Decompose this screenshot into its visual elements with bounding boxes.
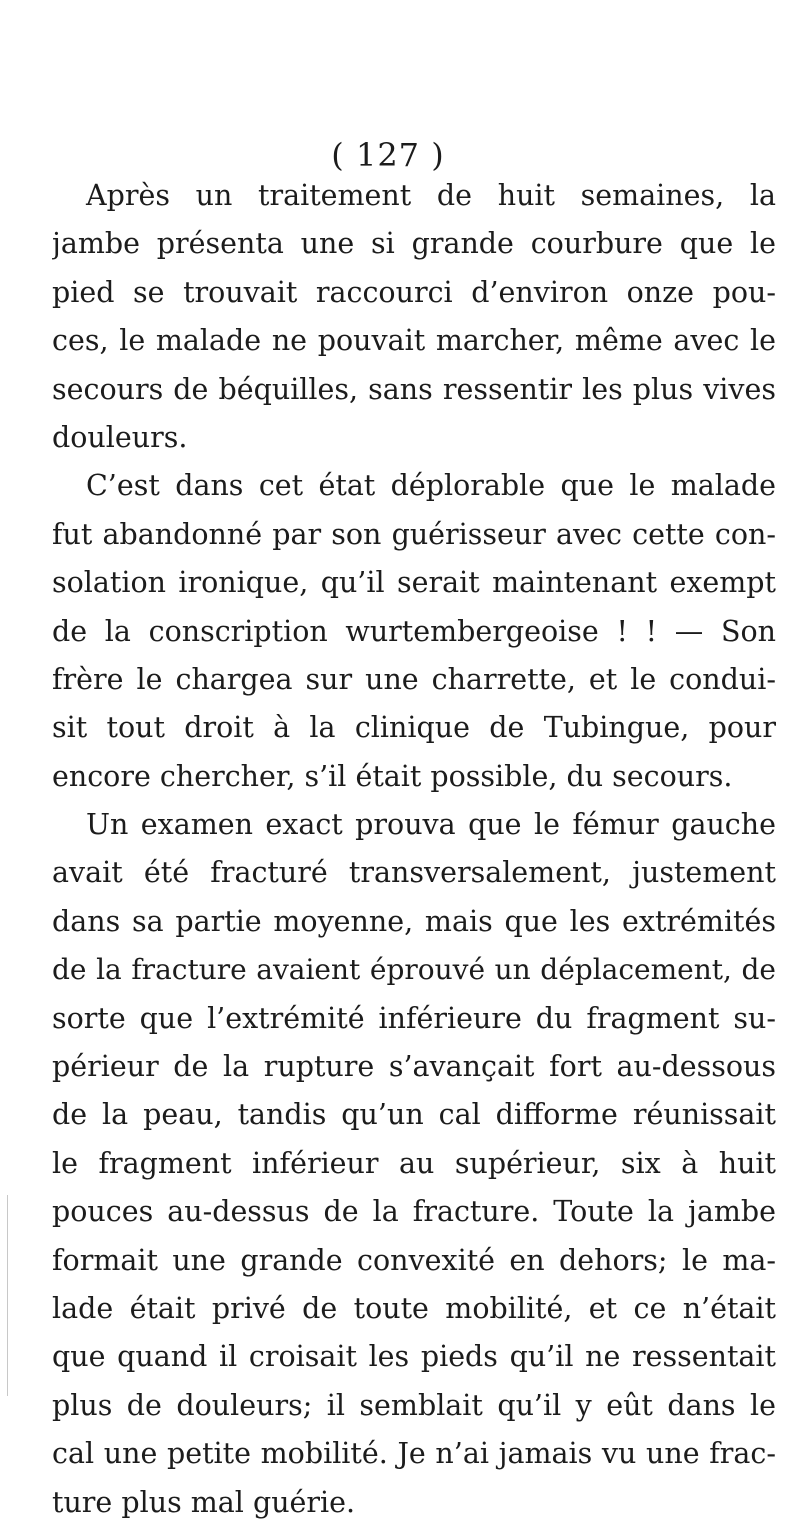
text-line: de la fracture avaient éprouvé un déplacement, de — [52, 953, 776, 987]
text-line: fut abandonné par son guérisseur avec cette con- — [52, 517, 776, 551]
paragraph — [52, 801, 776, 1527]
text-line: douleurs. — [52, 420, 188, 454]
text-line: lade était privé de toute mobilité, et ce n’était — [52, 1291, 776, 1325]
text-line: de la peau, tandis qu’un cal difforme réunissait — [52, 1098, 776, 1132]
text-line: sorte que l’extrémité inférieure du fragment su- — [52, 1001, 776, 1035]
text-line: périeur de la rupture s’avançait fort au-dessous — [52, 1050, 776, 1084]
page-edge-line — [7, 1195, 8, 1396]
text-line: avait été fracturé transversalement, justement — [52, 856, 776, 890]
text-line: encore chercher, s’il était possible, du secours. — [52, 759, 733, 793]
text-line: ture plus mal guérie. — [52, 1485, 356, 1519]
text-line: ces, le malade ne pouvait marcher, même avec le — [52, 324, 776, 358]
text-line: jambe présenta une si grande courbure que le — [52, 227, 776, 261]
text-line: dans sa partie moyenne, mais que les extrémités — [52, 904, 776, 938]
text-line: secours de béquilles, sans ressentir les plus vives — [52, 372, 776, 406]
body-text — [52, 172, 776, 1527]
page-number: ( 127 ) — [331, 136, 445, 174]
text-line: formait une grande convexité en dehors; le ma- — [52, 1243, 776, 1277]
text-line: plus de douleurs; il semblait qu’il y eût dans le — [52, 1388, 776, 1422]
text-line: de la conscription wurtembergeoise ! ! — Son — [52, 614, 776, 648]
text-line: frère le chargea sur une charrette, et le condui- — [52, 662, 776, 696]
text-line: le fragment inférieur au supérieur, six à huit — [52, 1146, 776, 1180]
text-line: que quand il croisait les pieds qu’il ne ressentait — [52, 1340, 776, 1374]
text-line: cal une petite mobilité. Je n’ai jamais vu une frac- — [52, 1437, 776, 1471]
text-line: solation ironique, qu’il serait maintenant exempt — [52, 566, 776, 600]
text-line: sit tout droit à la clinique de Tubingue, pour — [52, 711, 776, 745]
text-line: C’est dans cet état déplorable que le malade — [86, 469, 776, 503]
paragraph — [52, 172, 776, 462]
text-line: pouces au-dessus de la fracture. Toute la jambe — [52, 1195, 776, 1229]
paragraph — [52, 462, 776, 801]
text-line: Un examen exact prouva que le fémur gauche — [86, 808, 776, 842]
text-line: pied se trouvait raccourci d’environ onze pou- — [52, 275, 776, 309]
text-line: Après un traitement de huit semaines, la — [86, 179, 776, 212]
